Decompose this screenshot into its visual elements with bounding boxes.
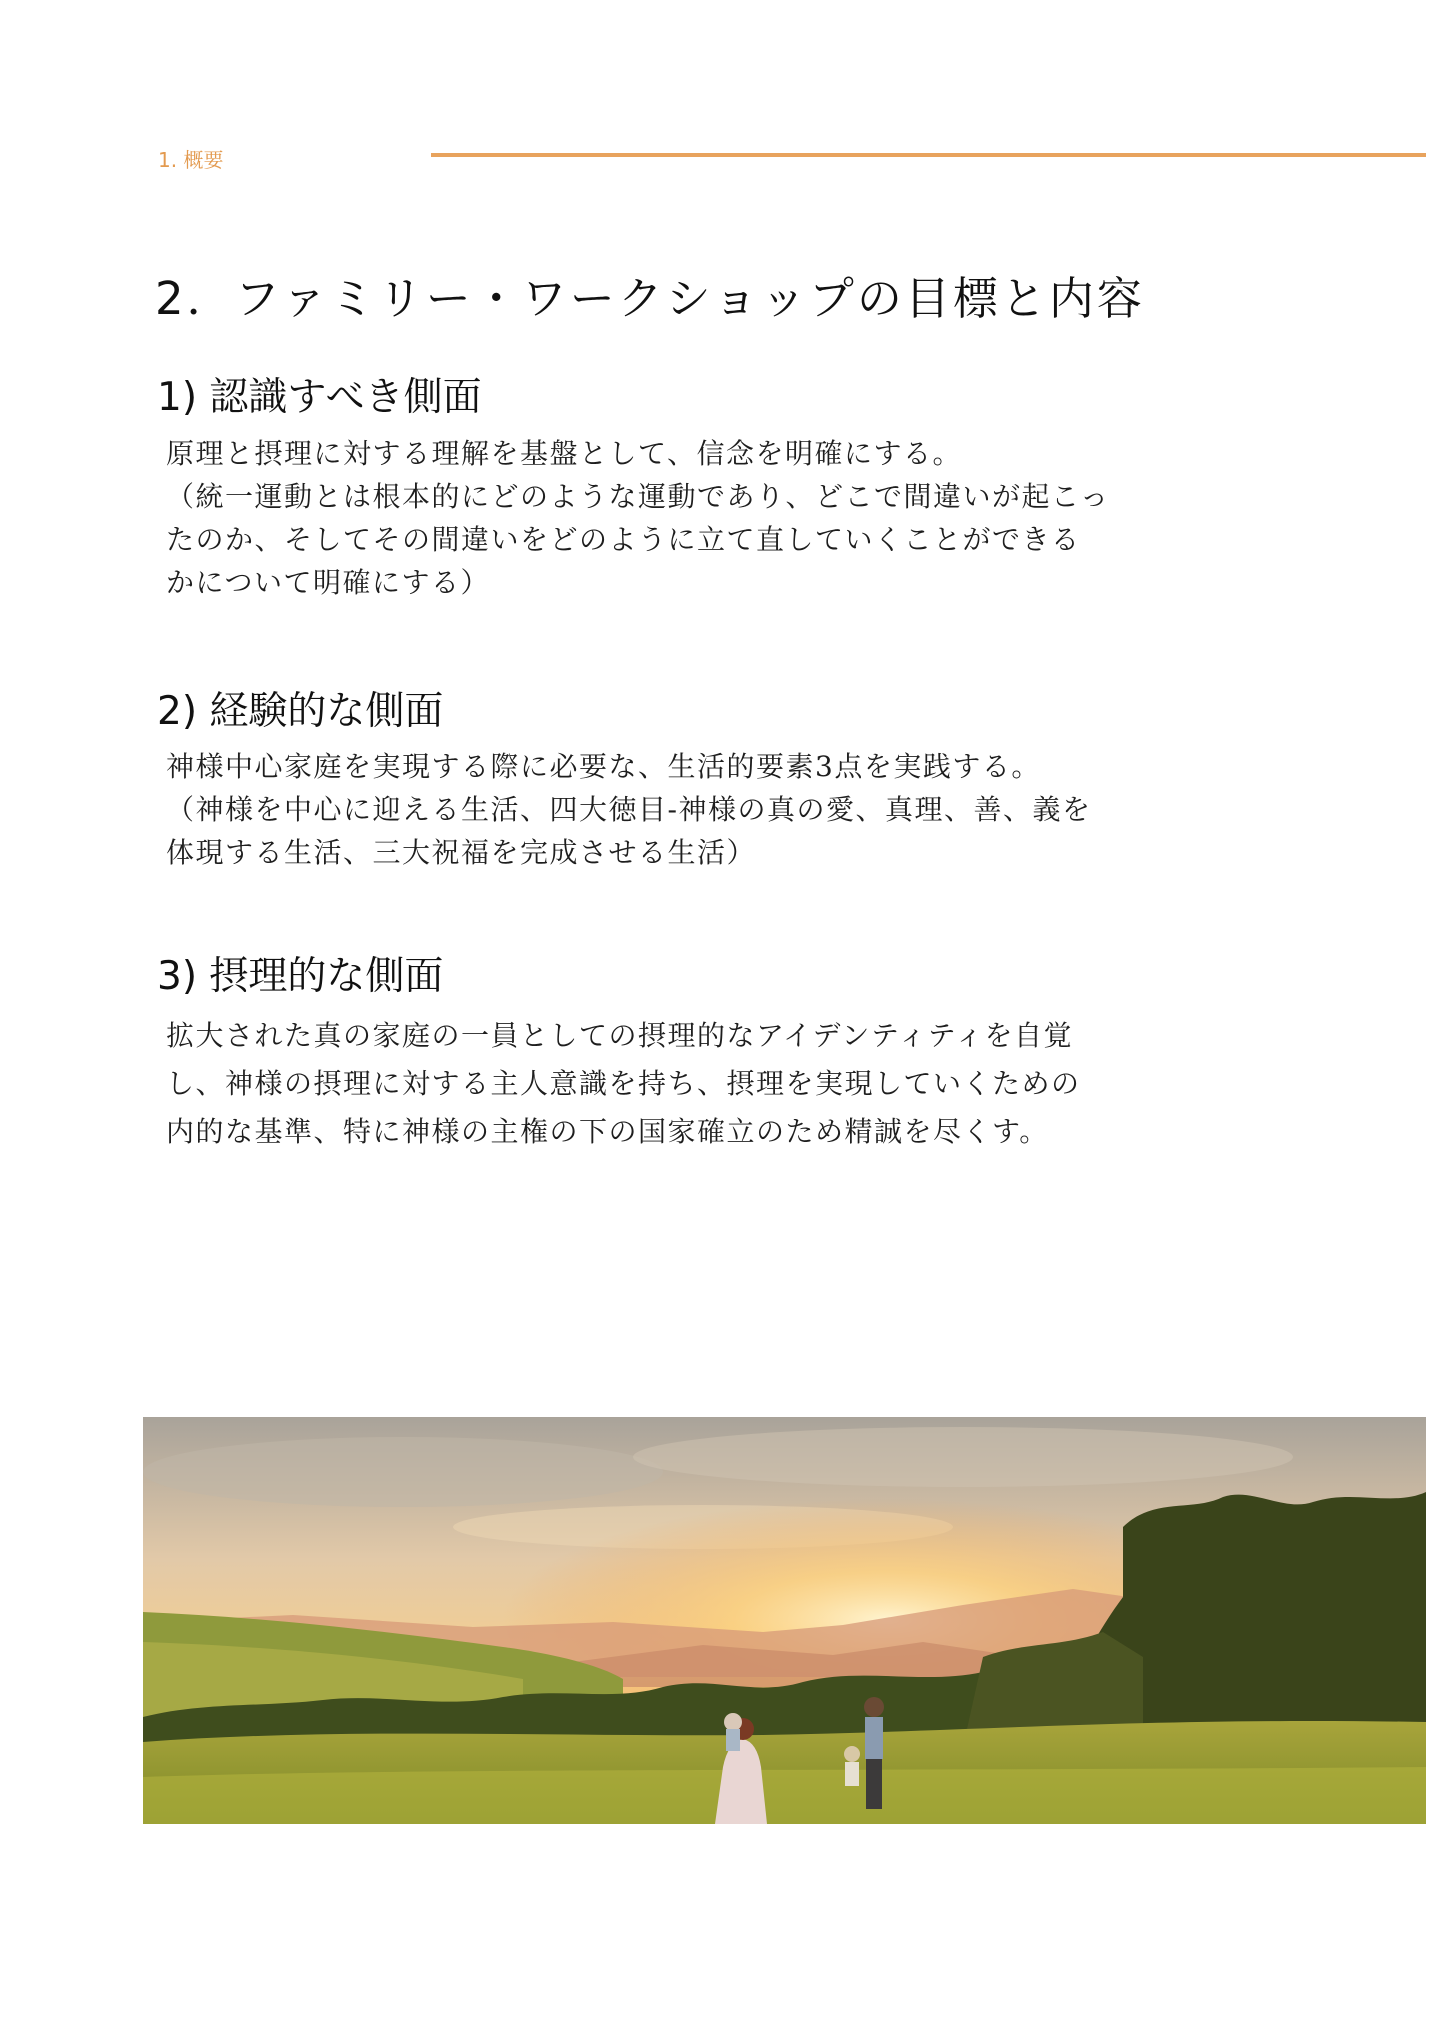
header-divider bbox=[431, 153, 1426, 157]
section-heading-2: 2) 経験的な側面 bbox=[157, 689, 444, 734]
page-title: 2．ファミリー・ワークショップの目標と内容 bbox=[155, 272, 1145, 325]
section-body-1 bbox=[166, 432, 1226, 604]
section-heading-3: 3) 摂理的な側面 bbox=[157, 954, 444, 999]
section-heading-1: 1) 認識すべき側面 bbox=[157, 375, 482, 420]
text-line: 内的な基準、特に神様の主権の下の国家確立のため精誠を尽くす。 bbox=[166, 1115, 1049, 1148]
text-line: 体現する生活、三大祝福を完成させる生活） bbox=[166, 836, 757, 869]
section-body-3 bbox=[166, 1012, 1226, 1156]
text-line: （神様を中心に迎える生活、四大徳目-神様の真の愛、真理、善、義を bbox=[166, 793, 1092, 826]
text-line: 拡大された真の家庭の一員としての摂理的なアイデンティティを自覚 bbox=[166, 1019, 1073, 1052]
text-line: 原理と摂理に対する理解を基盤として、信念を明確にする。 bbox=[166, 437, 962, 470]
section-body-2 bbox=[166, 745, 1226, 874]
text-line: （統一運動とは根本的にどのような運動であり、どこで間違いが起こっ bbox=[166, 480, 1110, 513]
text-line: し、神様の摂理に対する主人意識を持ち、摂理を実現していくための bbox=[166, 1067, 1081, 1100]
text-line: かについて明確にする） bbox=[166, 566, 490, 599]
family-sunset-photo bbox=[143, 1417, 1426, 1824]
text-line: 神様中心家庭を実現する際に必要な、生活的要素3点を実践する。 bbox=[166, 750, 1041, 783]
text-line: たのか、そしてその間違いをどのように立て直していくことができる bbox=[166, 523, 1081, 556]
section-label: 1. 概要 bbox=[158, 148, 224, 172]
